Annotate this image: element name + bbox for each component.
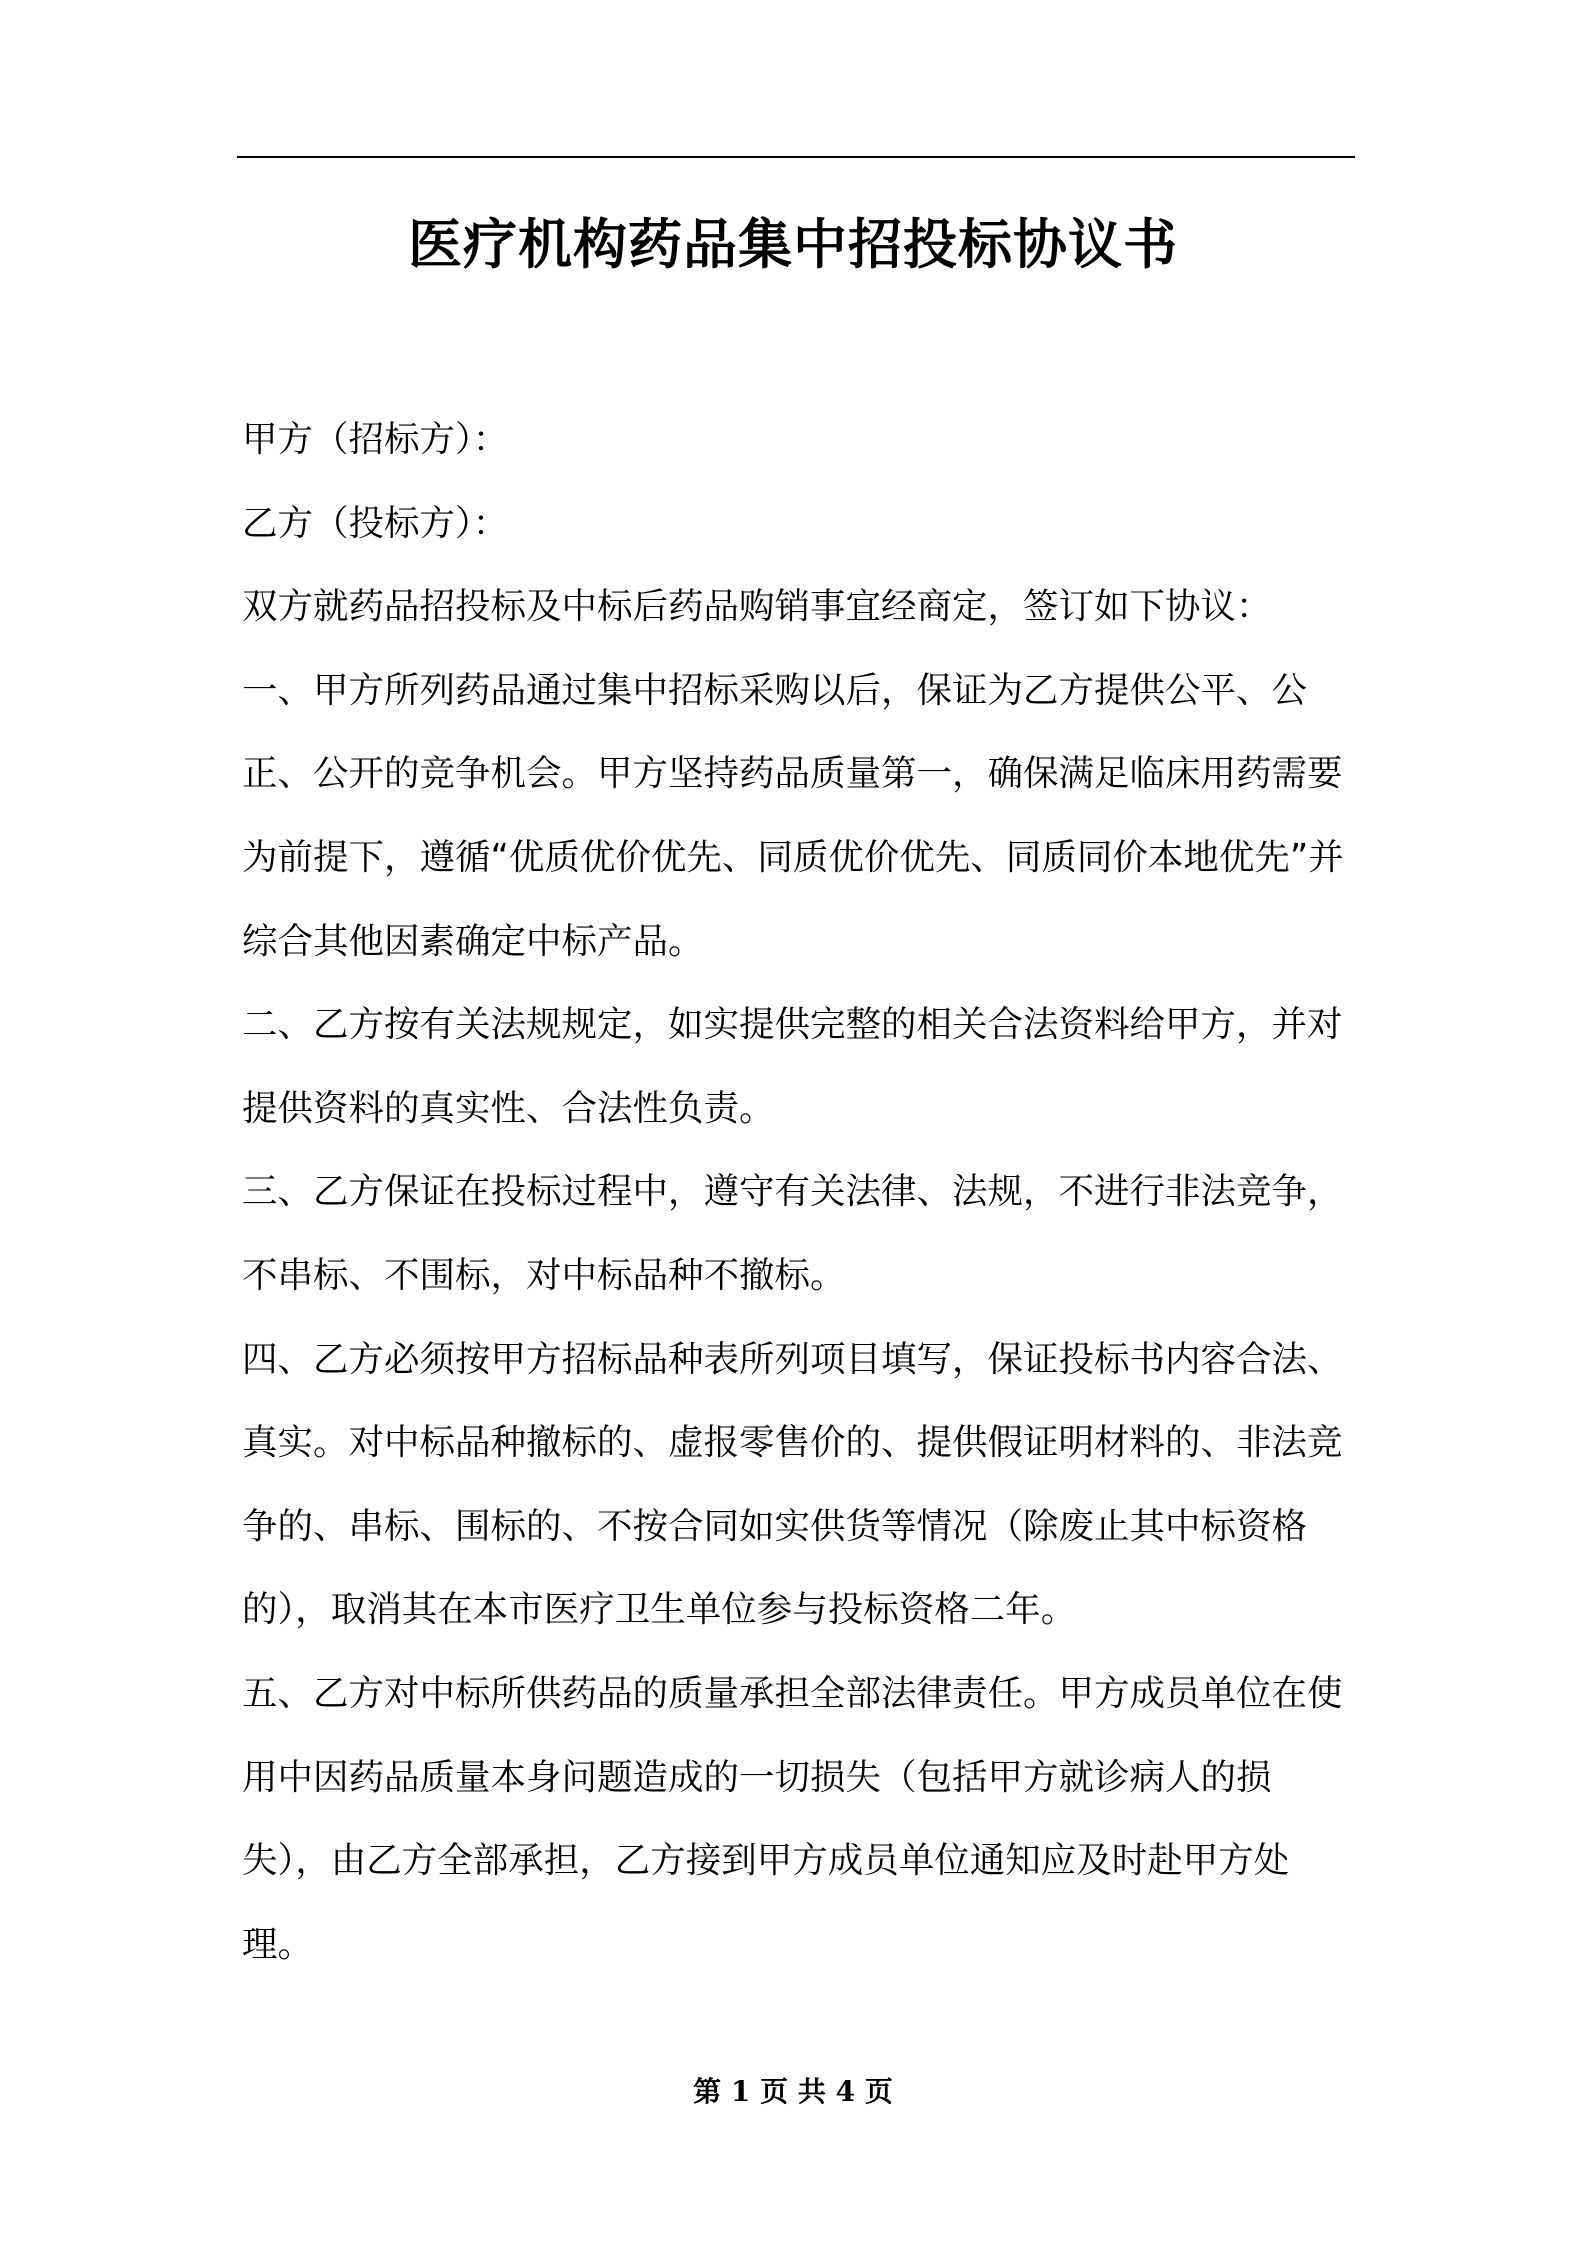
- clause-5: 五、乙方对中标所供药品的质量承担全部法律责任。甲方成员单位在使用中因药品质量本身问题造成的一切损失（包括甲方就诊病人的损失），由乙方全部承担，乙方接到甲方成员单位通知应及时赴甲方处理。: [242, 1672, 1343, 1965]
- party-a-label: 甲方（招标方）：: [242, 419, 509, 460]
- page-indicator: 第 1 页 共 4 页: [693, 2075, 893, 2108]
- party-b-label: 乙方（投标方）：: [242, 502, 509, 544]
- clause-2: 二、乙方按有关法规规定，如实提供完整的相关合法资料给甲方，并对提供资料的真实性、合法性负责。: [242, 1004, 1343, 1129]
- document-title: 医疗机构药品集中招投标协议书: [408, 213, 1178, 276]
- preamble: 双方就药品招投标及中标后药品购销事宜经商定，签订如下协议：: [242, 586, 1272, 628]
- clause-4: 四、乙方必须按甲方招标品种表所列项目填写，保证投标书内容合法、真实。对中标品种撤标的、虚报零售价的、提供假证明材料的、非法竞争的、串标、围标的、不按合同如实供货等情况（除废止其中标资格的），取消其在本市医疗卫生单位参与投标资格二年。: [242, 1338, 1343, 1631]
- header-rule: [237, 156, 1355, 158]
- document-body: [242, 398, 1352, 1986]
- clause-3: 三、乙方保证在投标过程中，遵守有关法律、法规，不进行非法竞争，不串标、不围标，对中标品种不撤标。: [242, 1171, 1343, 1296]
- clause-1: 一、甲方所列药品通过集中招标采购以后，保证为乙方提供公平、公正、公开的竞争机会。甲方坚持药品质量第一，确保满足临床用药需要为前提下，遵循“优质优价优先、同质优价优先、同质同价本地优先”并综合其他因素确定中标产品。: [242, 669, 1344, 962]
